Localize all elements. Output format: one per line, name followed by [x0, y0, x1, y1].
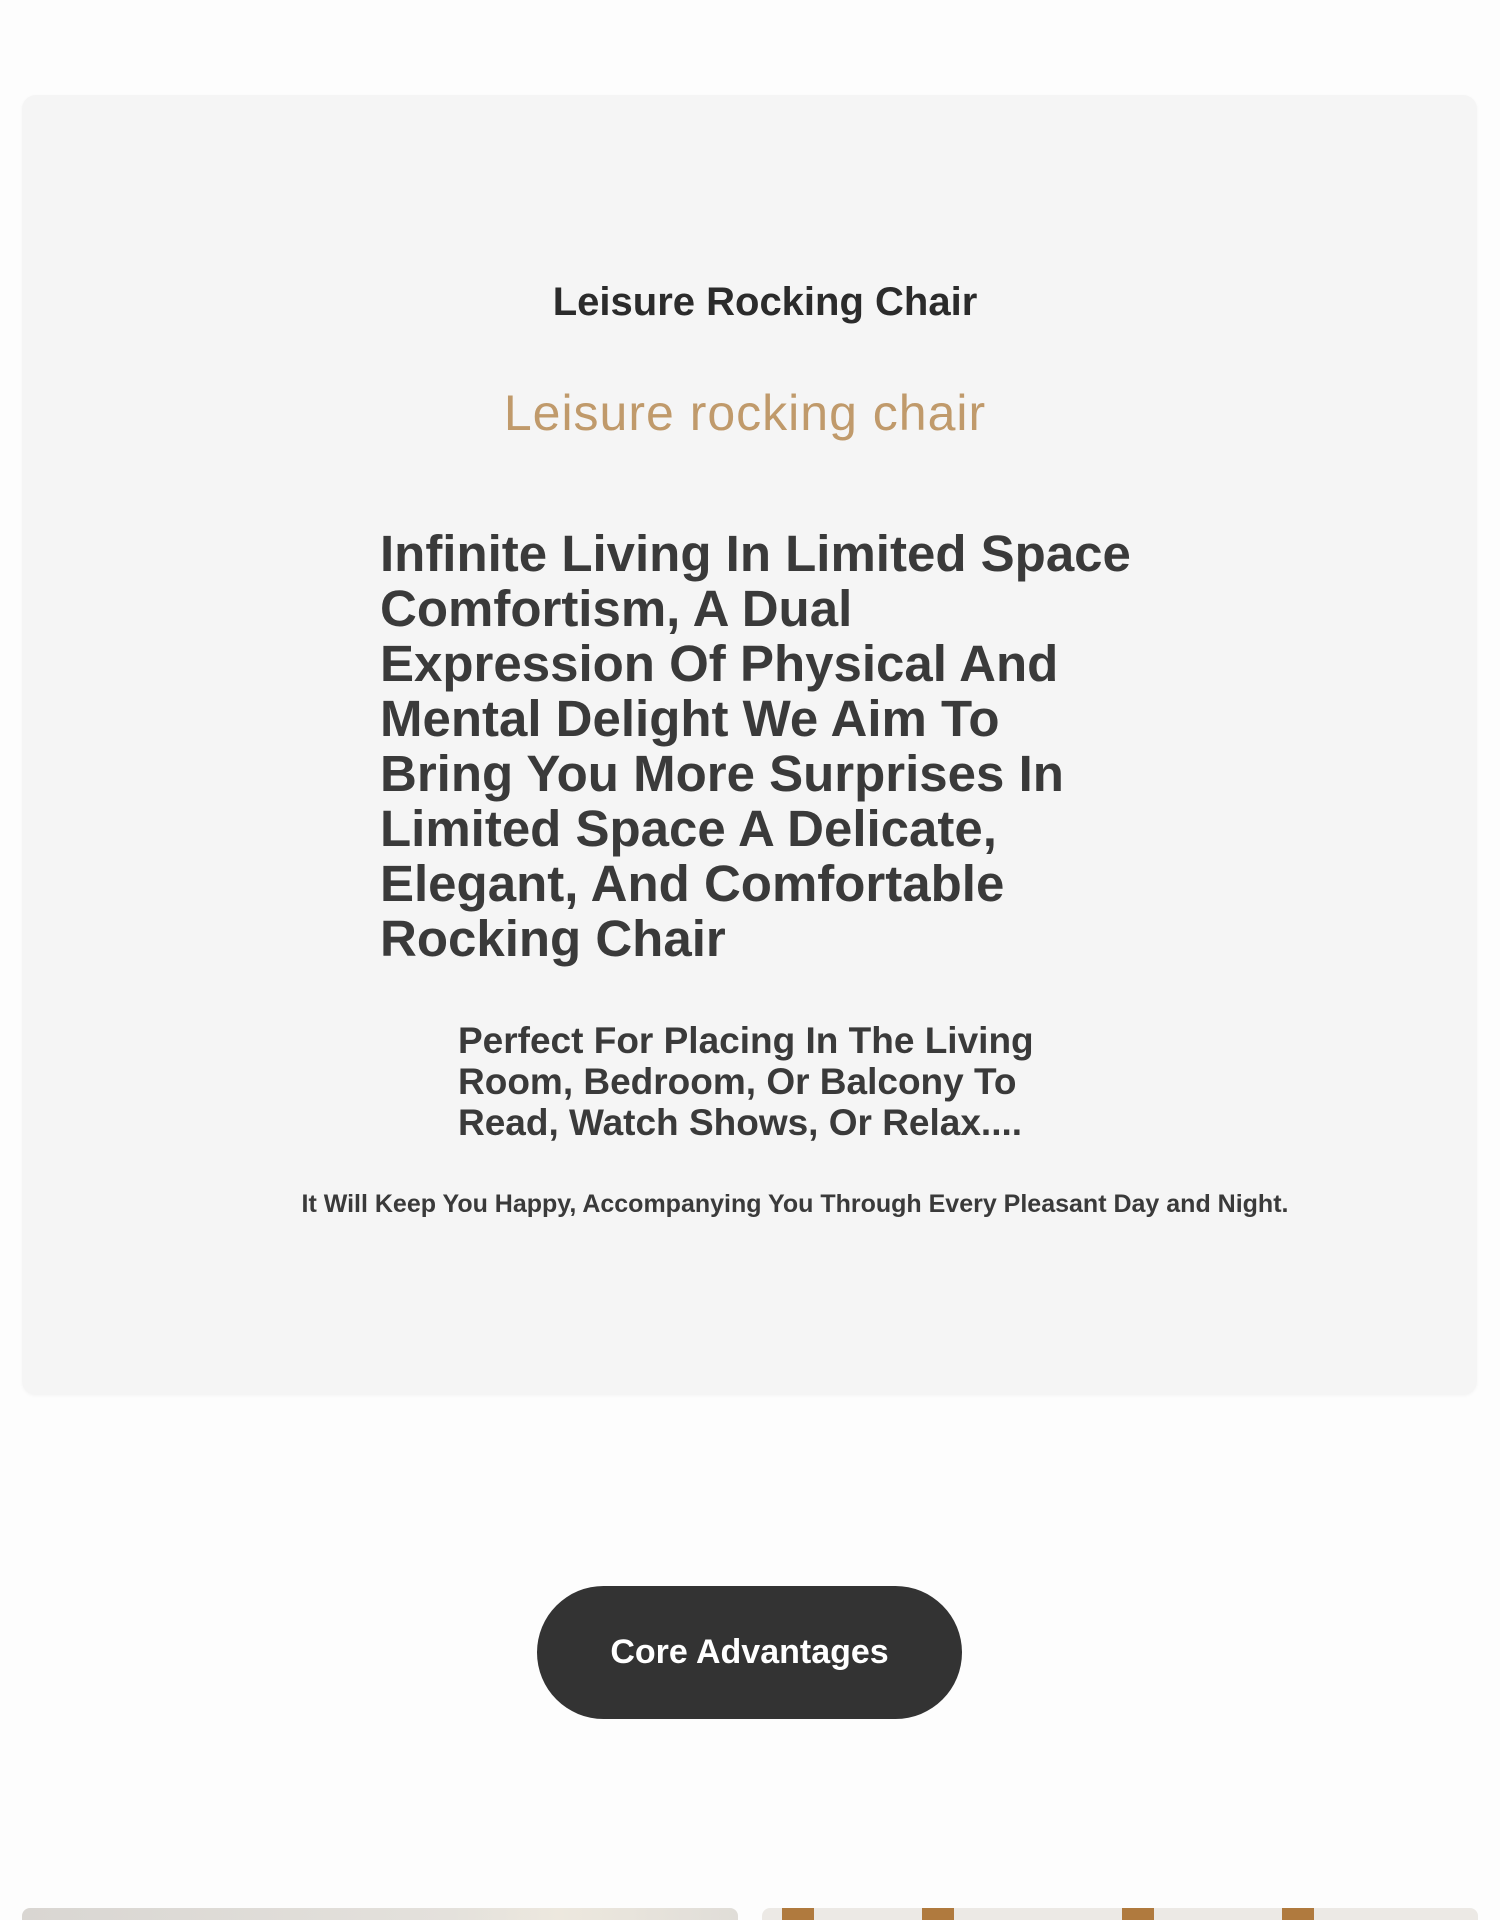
placement-description: Perfect For Placing In The Living Room, Bedroom, Or Balcony To Read, Watch Shows, Or Relax.... [458, 1020, 1034, 1143]
tagline-text: It Will Keep You Happy, Accompanying You Through Every Pleasant Day and Night. [301, 1190, 1289, 1218]
product-image-tile-left [22, 1908, 738, 1920]
product-image-tile-right [762, 1908, 1478, 1920]
core-advantages-button[interactable]: Core Advantages [537, 1586, 962, 1719]
headline-text: Infinite Living In Limited Space Comfortism, A Dual Expression Of Physical And Mental Delight We Aim To Bring You More Surprises In Limited Space A Delicate, Elegant, And Comfortable Rocking Chair [380, 525, 1131, 967]
chair-leg-image [1122, 1908, 1154, 1920]
chair-leg-image [782, 1908, 814, 1920]
product-title: Leisure Rocking Chair [552, 280, 978, 324]
subtitle-image-text: Leisure rocking chair [503, 385, 987, 441]
chair-leg-image [1282, 1908, 1314, 1920]
chair-leg-image [922, 1908, 954, 1920]
